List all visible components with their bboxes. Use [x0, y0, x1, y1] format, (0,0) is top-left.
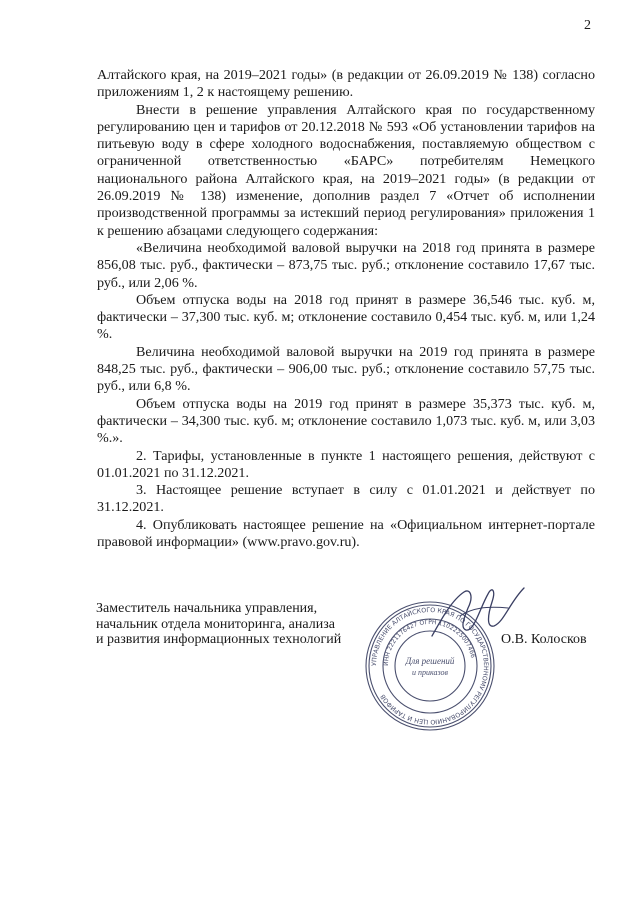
paragraph-continuation: Алтайского края, на 2019–2021 годы» (в редакции от 26.09.2019 № 138) согласно приложениям 1, 2 к настоящему решению. — [97, 67, 595, 101]
seal-center-text: Для решений — [405, 656, 455, 666]
paragraph-item-3: 3. Настоящее решение вступает в силу с 01.01.2021 и действует по 31.12.2021. — [97, 482, 595, 516]
signer-position — [96, 601, 386, 648]
document-body — [97, 67, 595, 551]
paragraph-revenue-2019: Величина необходимой валовой выручки на 2019 год принята в размере 848,25 тыс. руб., фактически – 906,00 тыс. руб.; отклонение составило 57,75 тыс. руб., или 6,8 %. — [97, 343, 595, 395]
seal-ring-numbers: ИНН 2221176427 ОГРН 1102225007466 — [382, 618, 477, 667]
signer-position-line: и развития информационных технологий — [96, 632, 342, 647]
seal-ring-text: УПРАВЛЕНИЕ АЛТАЙСКОГО КРАЯ ПО ГОСУДАРСТВЕННОМУ РЕГУЛИРОВАНИЮ ЦЕН И ТАРИФОВ — [370, 606, 490, 726]
paragraph-item-2: 2. Тарифы, установленные в пункте 1 настоящего решения, действуют с 01.01.2021 по 31.12.2021. — [97, 447, 595, 481]
signer-name: О.В. Колосков — [501, 632, 587, 647]
paragraph-item-4: 4. Опубликовать настоящее решение на «Официальном интернет-портале правовой информации» (www.pravo.gov.ru). — [97, 516, 595, 551]
signer-position-line: Заместитель начальника управления, — [96, 601, 318, 616]
page-number: 2 — [584, 18, 591, 33]
paragraph-revenue-2018: «Величина необходимой валовой выручки на 2018 год принята в размере 856,08 тыс. руб., фактически – 873,75 тыс. руб.; отклонение составило 17,67 тыс. руб., или 2,06 %. — [97, 239, 595, 291]
seal-center-text: и приказов — [411, 668, 449, 677]
paragraph-water-2019: Объем отпуска воды на 2019 год принят в размере 35,373 тыс. куб. м, фактически – 34,300 тыс. куб. м; отклонение составило 1,073 тыс. куб. м, или 3,03 %.». — [97, 395, 595, 447]
paragraph-amendment: Внести в решение управления Алтайского края по государственному регулированию цен и тарифов от 20.12.2018 № 593 «Об установлении тарифов на питьевую воду в сфере холодного водоснабжения, поставляемую обществом с ограниченной ответственностью «БАРС» потребителям Немецкого национального района Алтайского края, на 2019–2021 годы» (в редакции от 26.09.2019 № 138) изменение, дополнив раздел 7 «Отчет об исполнении производственной программы за истекший период регулирования» приложения 1 к решению абзацами следующего содержания: — [97, 101, 595, 239]
signer-position-line: начальник отдела мониторинга, анализа — [96, 616, 335, 632]
paragraph-water-2018: Объем отпуска воды на 2018 год принят в размере 36,546 тыс. куб. м, фактически – 37,300 тыс. куб. м; отклонение составило 0,454 тыс. куб. м, или 1,24 %. — [97, 291, 595, 343]
